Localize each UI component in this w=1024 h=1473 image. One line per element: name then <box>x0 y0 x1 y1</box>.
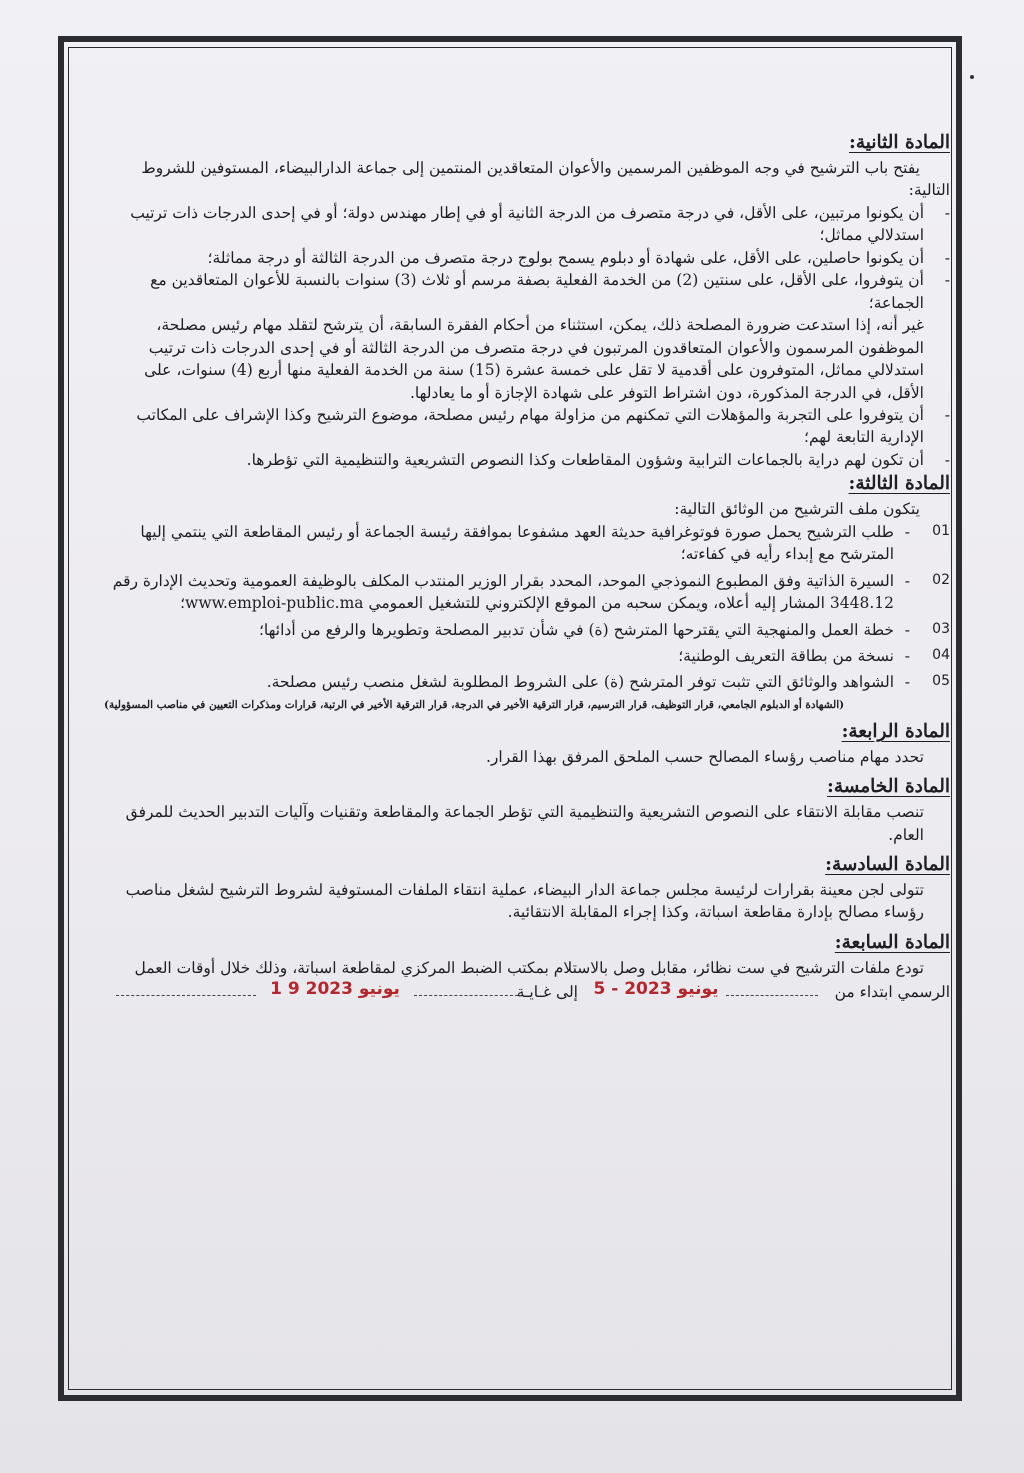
item-number: 04 <box>932 647 950 663</box>
article-3-documents <box>104 521 950 694</box>
article-3-note: (الشهادة أو الدبلوم الجامعي، قرار التوظيف، قرار الترسيم، قرار الترقية الأخير في الدرجة، قرار الترقية الأخير في الرتبة، قرارات ومذكرات التعيين في مناصب المسؤولية) <box>104 698 845 711</box>
document-item: 01 - طلب الترشيح يحمل صورة فوتوغرافية حديثة العهد مشفوعا بموافقة رئيسة الجماعة أو رئيس المقاطعة التي ينتمي إليها المترشح مع إبداء رأيه في كفاءته؛ <box>140 522 950 564</box>
item-text: خطة العمل والمنهجية التي يقترحها المترشح (ة) في شأن تدبير المصلحة وتطويرها والرفع من أدائها؛ <box>259 620 894 639</box>
document-body <box>104 130 950 1230</box>
article-2-conditions <box>104 202 950 314</box>
document-item: 05 - الشواهد والوثائق التي تثبت توفر المترشح (ة) على الشروط المطلوبة لشغل منصب رئيس مصلحة. <box>266 673 950 692</box>
item-text: السيرة الذاتية وفق المطبوع النموذجي الموحد، المحدد بقرار الوزير المنتدب المكلف بالوظيفة العمومية وتحديث الإدارة رقم <box>112 571 894 590</box>
article-6-text: تتولى لجن معينة بقرارات لرئيسة مجلس جماعة الدار البيضاء، عملية انتقاء الملفات المستوفية لشروط الترشيح لشغل مناصب رؤساء مصالح بإدارة مقاطعة اسباتة، وكذا إجراء المقابلة الانتقائية. <box>125 881 924 922</box>
item-text: الشواهد والوثائق التي تثبت توفر المترشح (ة) على الشروط المطلوبة لشغل منصب رئيس مصلحة. <box>266 673 894 692</box>
article-2-intro: يفتح باب الترشيح في وجه الموظفين المرسمين والأعوان المتعاقدين المنتمين إلى جماعة الدارالبيضاء، المستوفين للشروط التالية: <box>141 158 950 200</box>
to-label: إلى غـايـة <box>516 983 578 1002</box>
submission-dates-line <box>104 979 950 1013</box>
document-item: 02 - السيرة الذاتية وفق المطبوع النموذجي الموحد، المحدد بقرار الوزير المنتدب المكلف بالوظيفة العمومية وتحديث الإدارة رقم 3448.12 المشار إليه أعلاه، ويمكن سحبه من الموقع الإلكتروني للتشغيل العمومي www.emploi-public.ma؛ <box>112 571 950 613</box>
from-label: الرسمي ابتداء من <box>834 983 950 1002</box>
article-4-text: تحدد مهام مناصب رؤساء المصالح حسب الملحق المرفق بهذا القرار. <box>485 747 924 766</box>
document-item: 03 - خطة العمل والمنهجية التي يقترحها المترشح (ة) في شأن تدبير المصلحة وتطويرها والرفع من أدائها؛ <box>259 620 950 639</box>
document-item: 04 - نسخة من بطاقة التعريف الوطنية؛ <box>678 647 950 665</box>
item-number: 02 <box>932 571 950 588</box>
date-stamp-start: 5 - يونيو 2023 <box>593 979 719 1000</box>
article-4-heading: المادة الرابعة: <box>841 721 950 743</box>
item-text: نسخة من بطاقة التعريف الوطنية؛ <box>678 647 894 665</box>
condition-item: - أن يتوفروا، على الأقل، على سنتين (2) من الخدمة الفعلية بصفة مرسم أو ثلاث (3) سنوات بالنسبة للأعوان المتعاقدين مع الجماعة؛ <box>104 269 950 314</box>
condition-item: - أن يكونوا مرتبين، على الأقل، في درجة متصرف من الدرجة الثانية أو في إطار مهندس دولة؛ أو في إحدى الدرجات ذات ترتيب استدلالي مماثل؛ <box>104 202 950 247</box>
condition-item: - أن يتوفروا على التجربة والمؤهلات التي تمكنهم من مزاولة مهام رئيس مصلحة، موضوع الترشيح وكذا الإشراف على المكاتب الإدارية التابعة لهم؛ <box>104 404 950 449</box>
item-number: 05 <box>932 673 950 690</box>
article-7-heading: المادة السابعة: <box>834 931 950 953</box>
article-3-heading: المادة الثالثة: <box>848 473 950 495</box>
article-5-text: تنصب مقابلة الانتقاء على النصوص التشريعية والتنظيمية التي تؤطر الجماعة والمقاطعة وتقنيات وآليات التدبير الحديث للمرفق العام. <box>125 803 924 844</box>
item-text: طلب الترشيح يحمل صورة فوتوغرافية حديثة العهد مشفوعا بموافقة رئيسة الجماعة أو رئيس المقاطعة التي ينتمي إليها المترشح مع إبداء رأيه في كفاءته؛ <box>140 522 894 564</box>
date-stamp-end: 1 9 يونيو 2023 <box>270 979 400 1000</box>
item-text: المشار إليه أعلاه، ويمكن سحبه من الموقع الإلكتروني للتشغيل العمومي <box>368 594 825 613</box>
article-7-text: تودع ملفات الترشيح في ست نظائر، مقابل وصل بالاستلام بمكتب الضبط المركزي لمقاطعة اسباتة، وذلك خلال أوقات العمل <box>134 958 924 977</box>
article-2-conditions-more <box>104 404 950 471</box>
article-2-heading: المادة الثانية: <box>849 132 950 153</box>
decree-number: 3448.12 <box>829 594 894 613</box>
website-url: www.emploi-public.ma <box>185 594 364 613</box>
article-6-heading: المادة السادسة: <box>825 854 950 876</box>
condition-item: - أن يكونوا حاصلين، على الأقل، على شهادة أو دبلوم يسمح بولوج درجة متصرف من الدرجة الثالثة أو درجة مماثلة؛ <box>104 247 950 269</box>
article-3-intro: يتكون ملف الترشيح من الوثائق التالية: <box>674 500 920 519</box>
condition-item: - أن تكون لهم دراية بالجماعات الترابية وشؤون المقاطعات وكذا النصوص التشريعية والتنظيمية التي تؤطرها. <box>104 449 950 471</box>
article-5-heading: المادة الخامسة: <box>827 776 950 798</box>
ink-dot <box>970 75 974 79</box>
article-2-exception: غير أنه، إذا استدعت ضرورة المصلحة ذلك، يمكن، استثناء من أحكام الفقرة السابقة، أن يترشح لتقلد مهام رئيس مصلحة، الموظفون المرسمون والأعوان المتعاقدون المرتبون في درجة متصرف من الدرجة الثالثة أو في إحدى الدرجات ذات ترتيب استدلالي مماثل، المتوفرون على أقدمية لا تقل على خمسة عشرة (15) سنة من الخدمة الفعلية منها أربع (4) سنوات، على الأقل، في الدرجة المذكورة، دون اشتراط التوفر على شهادة الإجازة أو ما يعادلها. <box>144 316 924 402</box>
item-number: 03 <box>932 620 950 637</box>
item-number: 01 <box>932 522 950 539</box>
